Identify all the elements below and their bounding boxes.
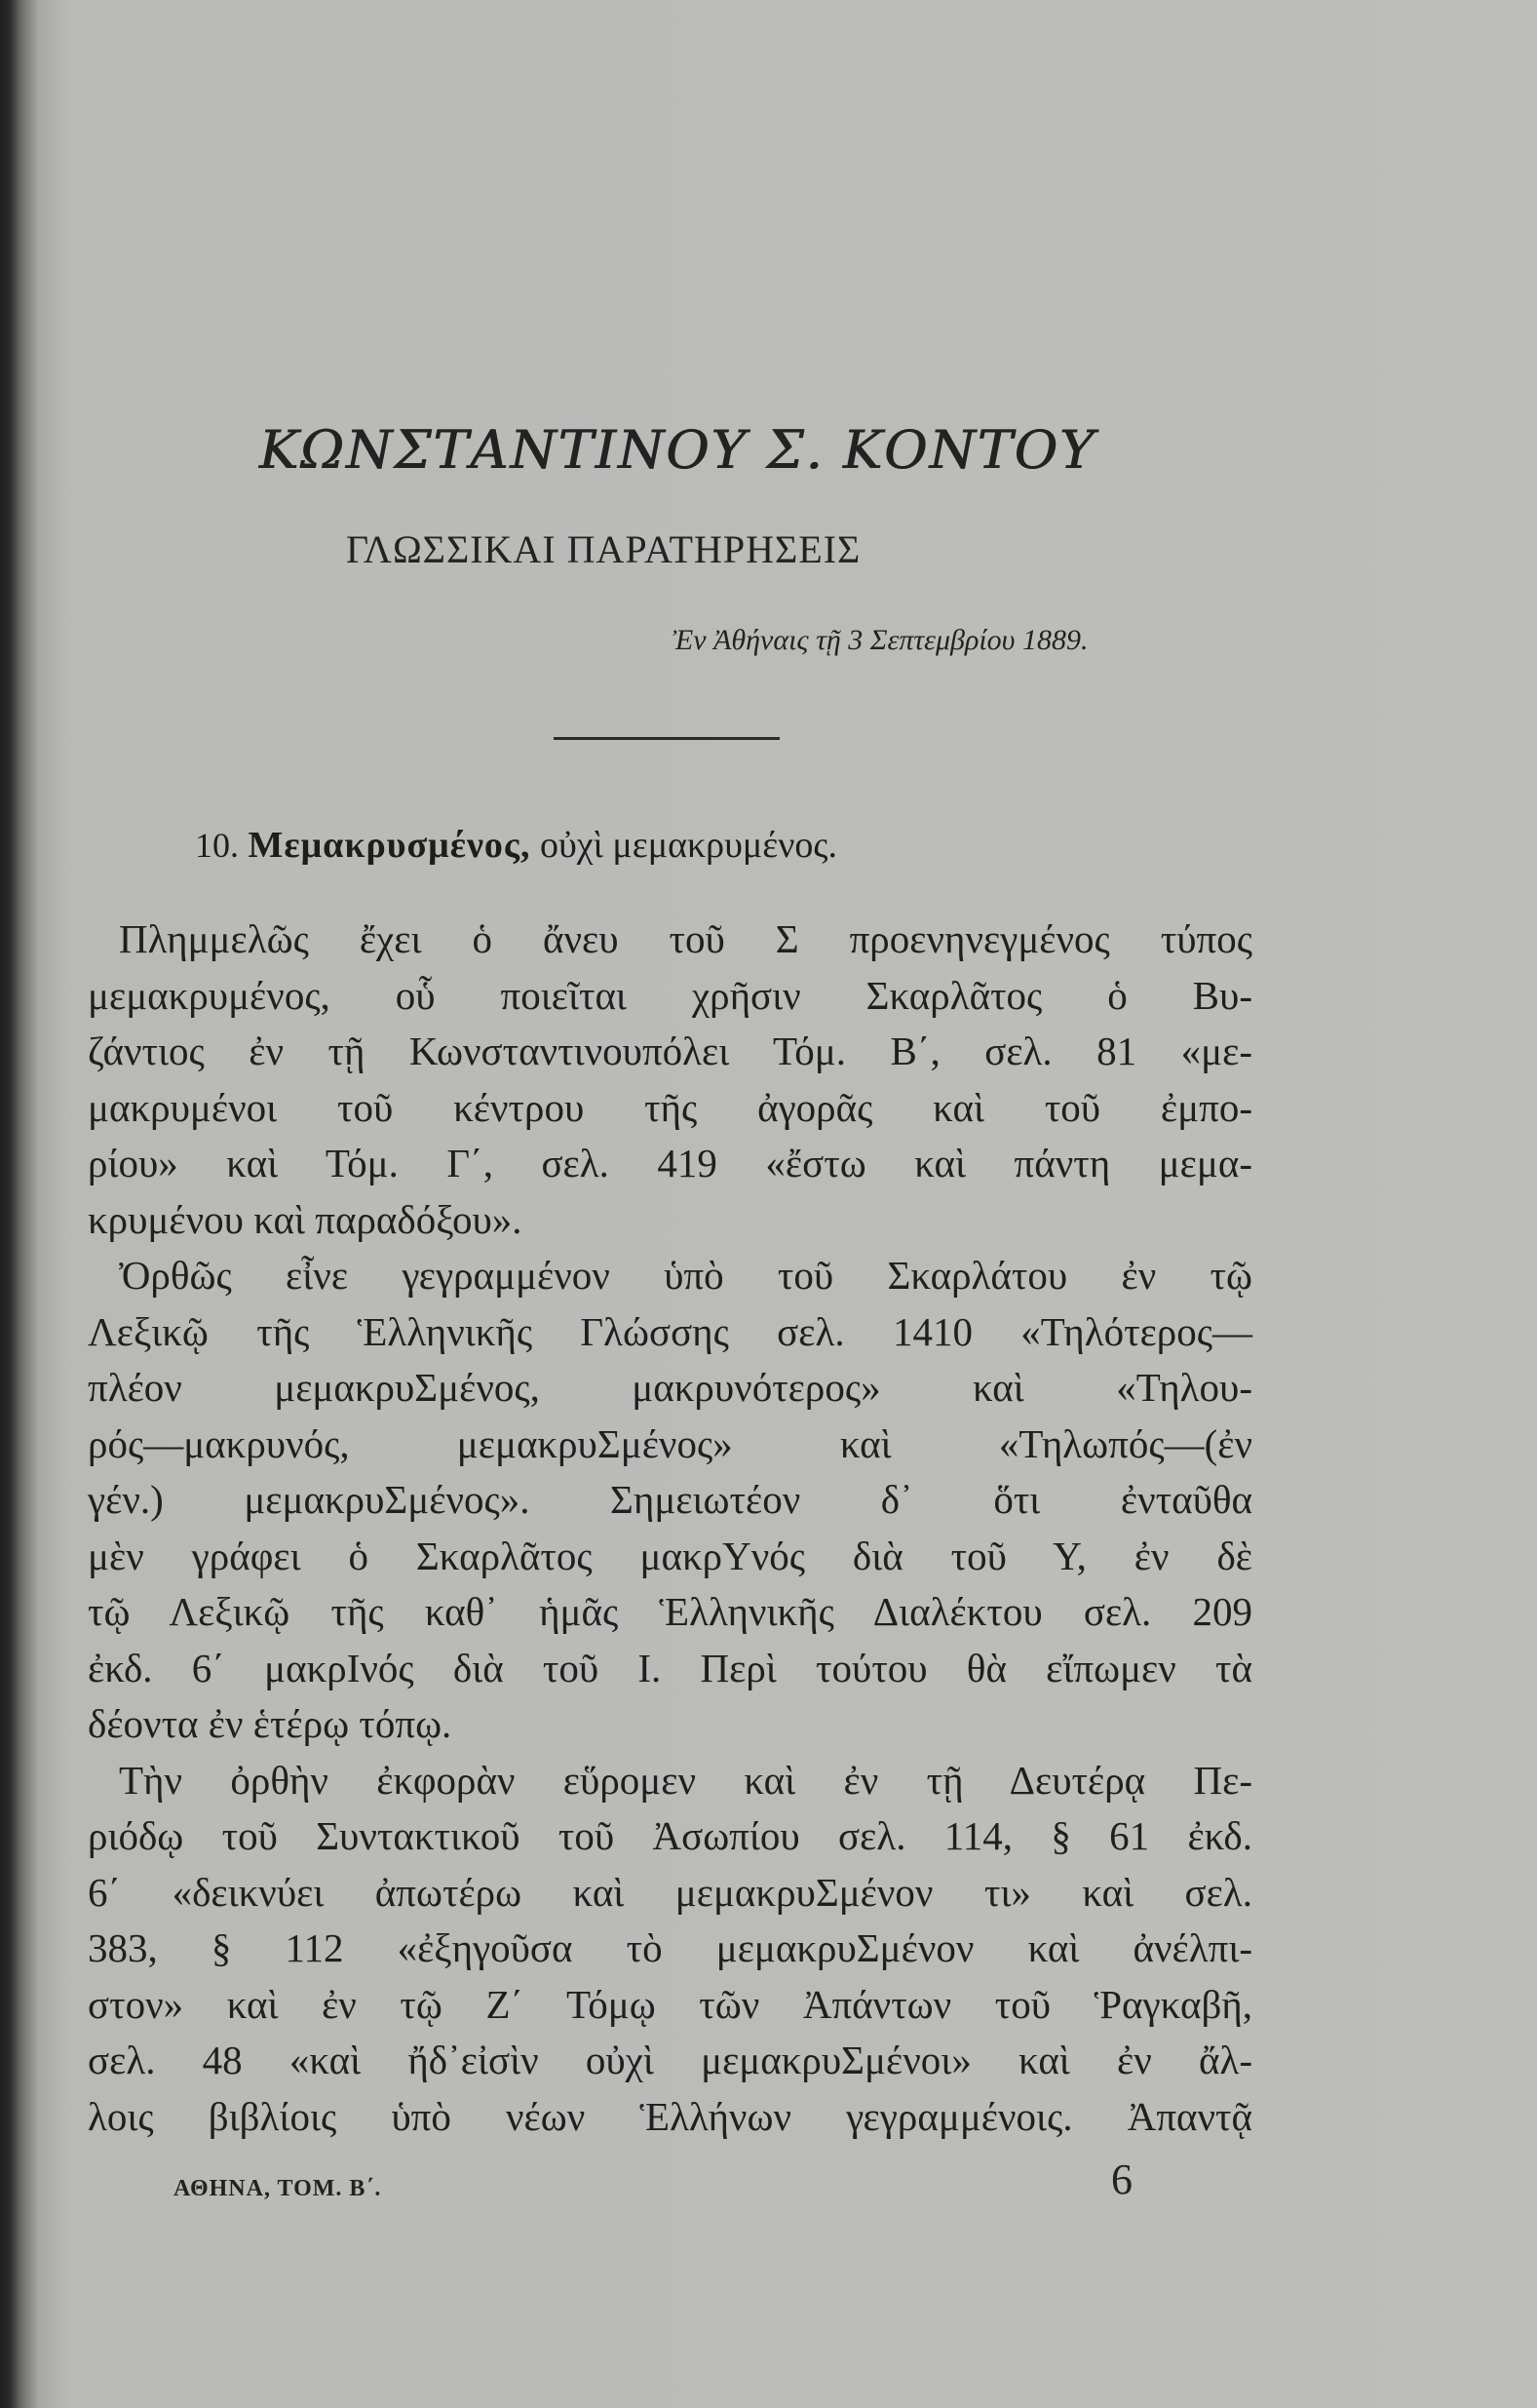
body-line: ρίου» καὶ Τόμ. Γ΄, σελ. 419 «ἔστω καὶ πάντη μεμα- — [88, 1141, 1252, 1185]
author-title: ΚΩΝΣΤΑΝΤΙΝΟΥ Σ. ΚΟΝΤΟΥ — [258, 419, 1096, 481]
body-line: ρός—μακρυνός, μεμακρυΣμένος» καὶ «Τηλωπός—(ἐν — [88, 1420, 1252, 1466]
section-number: 10. — [195, 826, 239, 865]
section-heading-rest: οὐχὶ μεμακρυμένος. — [530, 825, 837, 866]
article-title: ΓΛΩΣΣΙΚΑΙ ΠΑΡΑΤΗΡΗΣΕΙΣ — [346, 527, 862, 571]
body-line: Λεξικῷ τῆς Ἑλληνικῆς Γλώσσης σελ. 1410 «Τηλότερος— — [88, 1308, 1252, 1354]
body-line: κρυμένου καὶ παραδόξου». — [88, 1196, 522, 1242]
body-line: μὲν γράφει ὁ Σκαρλᾶτος μακρΥνός διὰ τοῦ Υ, ἐν δὲ — [88, 1533, 1252, 1578]
body-line: Ὀρθῶς εἶνε γεγραμμένον ὑπὸ τοῦ Σκαρλάτου ἐν τῷ — [119, 1253, 1252, 1298]
section-headword: Μεμακρυσμένος, — [248, 825, 531, 866]
body-line: ζάντιος ἐν τῇ Κωνσταντινουπόλει Τόμ. Β΄, σελ. 81 «με- — [88, 1029, 1252, 1073]
body-line: Τὴν ὀρθὴν ἐκφορὰν εὕρομεν καὶ ἐν τῇ Δευτέρᾳ Πε- — [119, 1757, 1252, 1803]
divider-rule — [554, 737, 780, 740]
page-number: 6 — [1111, 2156, 1133, 2203]
body-line: λοις βιβλίοις ὑπὸ νέων Ἑλλήνων γεγραμμένοις. Ἀπαντᾷ — [88, 2093, 1252, 2139]
body-line: σελ. 48 «καὶ ἤδ᾽εἰσὶν οὐχὶ μεμακρυΣμένοι» καὶ ἐν ἄλ- — [88, 2038, 1252, 2082]
section-heading — [195, 824, 1170, 867]
footer-signature: ΑΘΗΝΑ, ΤΟΜ. Β΄. — [173, 2176, 382, 2201]
body-line: γέν.) μεμακρυΣμένος». Σημειωτέον δ᾽ ὅτι ἐνταῦθα — [88, 1477, 1252, 1522]
body-line: πλέον μεμακρυΣμένος, μακρυνότερος» καὶ «Τηλου- — [88, 1365, 1252, 1410]
body-line: 383, § 112 «ἐξηγοῦσα τὸ μεμακρυΣμένον καὶ ἀνέλπι- — [88, 1925, 1252, 1970]
dateline: Ἐν Ἀθήναις τῇ 3 Σεπτεμβρίου 1889. — [672, 624, 1089, 656]
body-line: μεμακρυμένος, οὗ ποιεῖται χρῆσιν Σκαρλᾶτος ὁ Βυ- — [88, 972, 1252, 1018]
body-line: μακρυμένοι τοῦ κέντρου τῆς ἀγορᾶς καὶ τοῦ ἐμπο- — [88, 1084, 1252, 1130]
body-line: Πλημμελῶς ἔχει ὁ ἄνευ τοῦ Σ προενηνεγμένος τύπος — [119, 916, 1252, 961]
body-text — [88, 912, 1252, 2145]
body-line: δέοντα ἐν ἑτέρῳ τόπῳ. — [88, 1701, 452, 1746]
body-line: ἐκδ. 6΄ μακρΙνός διὰ τοῦ Ι. Περὶ τούτου θὰ εἴπωμεν τὰ — [88, 1645, 1252, 1690]
body-line: ριόδῳ τοῦ Συντακτικοῦ τοῦ Ἀσωπίου σελ. 114, § 61 ἐκδ. — [88, 1813, 1252, 1858]
body-line: 6΄ «δεικνύει ἀπωτέρω καὶ μεμακρυΣμένον τι» καὶ σελ. — [88, 1869, 1252, 1915]
body-line: τῷ Λεξικῷ τῆς καθ᾽ ἡμᾶς Ἑλληνικῆς Διαλέκτου σελ. 209 — [88, 1589, 1252, 1634]
body-line: στον» καὶ ἐν τῷ Ζ΄ Τόμῳ τῶν Ἀπάντων τοῦ Ῥαγκαβῆ, — [88, 1981, 1252, 2027]
